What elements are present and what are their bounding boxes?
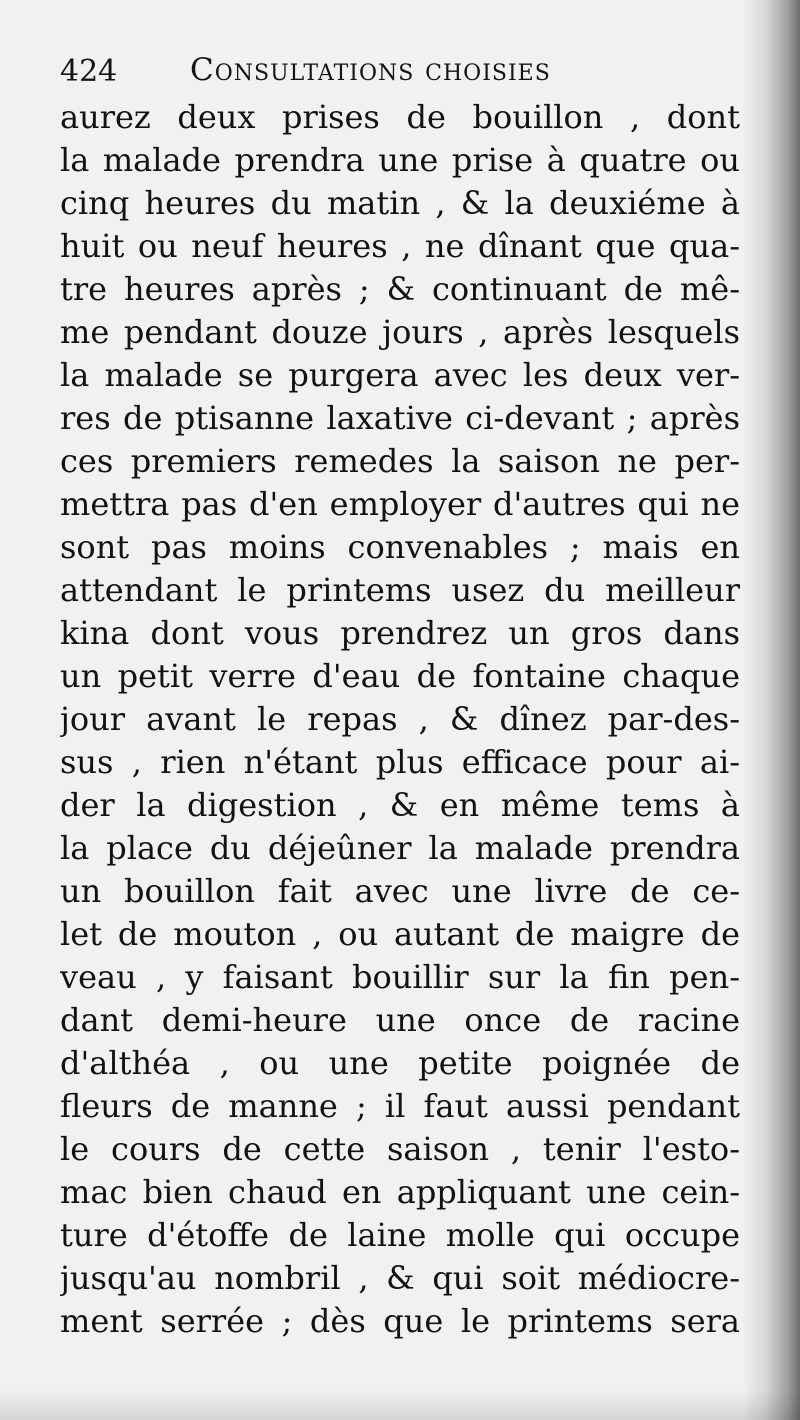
running-title: Consultations choisies bbox=[190, 52, 551, 88]
page-header bbox=[60, 50, 740, 94]
page-number: 424 bbox=[60, 54, 118, 89]
text-line: sus , rien n'étant plus efficace pour ai- bbox=[60, 743, 740, 781]
text-line: jour avant le repas , & dînez par-des- bbox=[60, 700, 740, 738]
page-edge-shadow bbox=[742, 0, 800, 1420]
text-line: d'althéa , ou une petite poignée de bbox=[60, 1044, 740, 1082]
text-line: kina dont vous prendrez un gros dans bbox=[60, 614, 740, 652]
text-line: attendant le printems usez du meilleur bbox=[60, 571, 740, 609]
text-line: la place du déjeûner la malade prendra bbox=[60, 829, 740, 867]
text-line: mac bien chaud en appliquant une cein- bbox=[60, 1173, 740, 1211]
body-text bbox=[60, 96, 740, 1343]
text-line: un petit verre d'eau de fontaine chaque bbox=[60, 657, 740, 695]
text-line: le cours de cette saison , tenir l'esto- bbox=[60, 1130, 740, 1168]
text-line: der la digestion , & en même tems à bbox=[60, 786, 740, 824]
text-line: sont pas moins convenables ; mais en bbox=[60, 528, 740, 566]
text-line: huit ou neuf heures , ne dînant que qua- bbox=[60, 227, 740, 265]
text-line: la malade se purgera avec les deux ver- bbox=[60, 356, 740, 394]
text-line: dant demi-heure une once de racine bbox=[60, 1001, 740, 1039]
text-line: veau , y faisant bouillir sur la fin pen- bbox=[60, 958, 740, 996]
text-line: la malade prendra une prise à quatre ou bbox=[60, 141, 740, 179]
text-line: ces premiers remedes la saison ne per- bbox=[60, 442, 740, 480]
text-line: let de mouton , ou autant de maigre de bbox=[60, 915, 740, 953]
text-line: aurez deux prises de bouillon , dont bbox=[60, 98, 740, 136]
text-line: fleurs de manne ; il faut aussi pendant bbox=[60, 1087, 740, 1125]
text-line: ment serrée ; dès que le printems sera bbox=[60, 1302, 740, 1340]
text-line: ture d'étoffe de laine molle qui occupe bbox=[60, 1216, 740, 1254]
text-line: un bouillon fait avec une livre de ce- bbox=[60, 872, 740, 910]
text-line: cinq heures du matin , & la deuxiéme à bbox=[60, 184, 740, 222]
text-line: res de ptisanne laxative ci-devant ; après bbox=[60, 399, 740, 437]
text-line: me pendant douze jours , après lesquels bbox=[60, 313, 740, 351]
page-bottom-shadow bbox=[0, 1390, 800, 1420]
text-line: tre heures après ; & continuant de mê- bbox=[60, 270, 740, 308]
text-line: mettra pas d'en employer d'autres qui ne bbox=[60, 485, 740, 523]
text-line: jusqu'au nombril , & qui soit médiocre- bbox=[60, 1259, 740, 1297]
